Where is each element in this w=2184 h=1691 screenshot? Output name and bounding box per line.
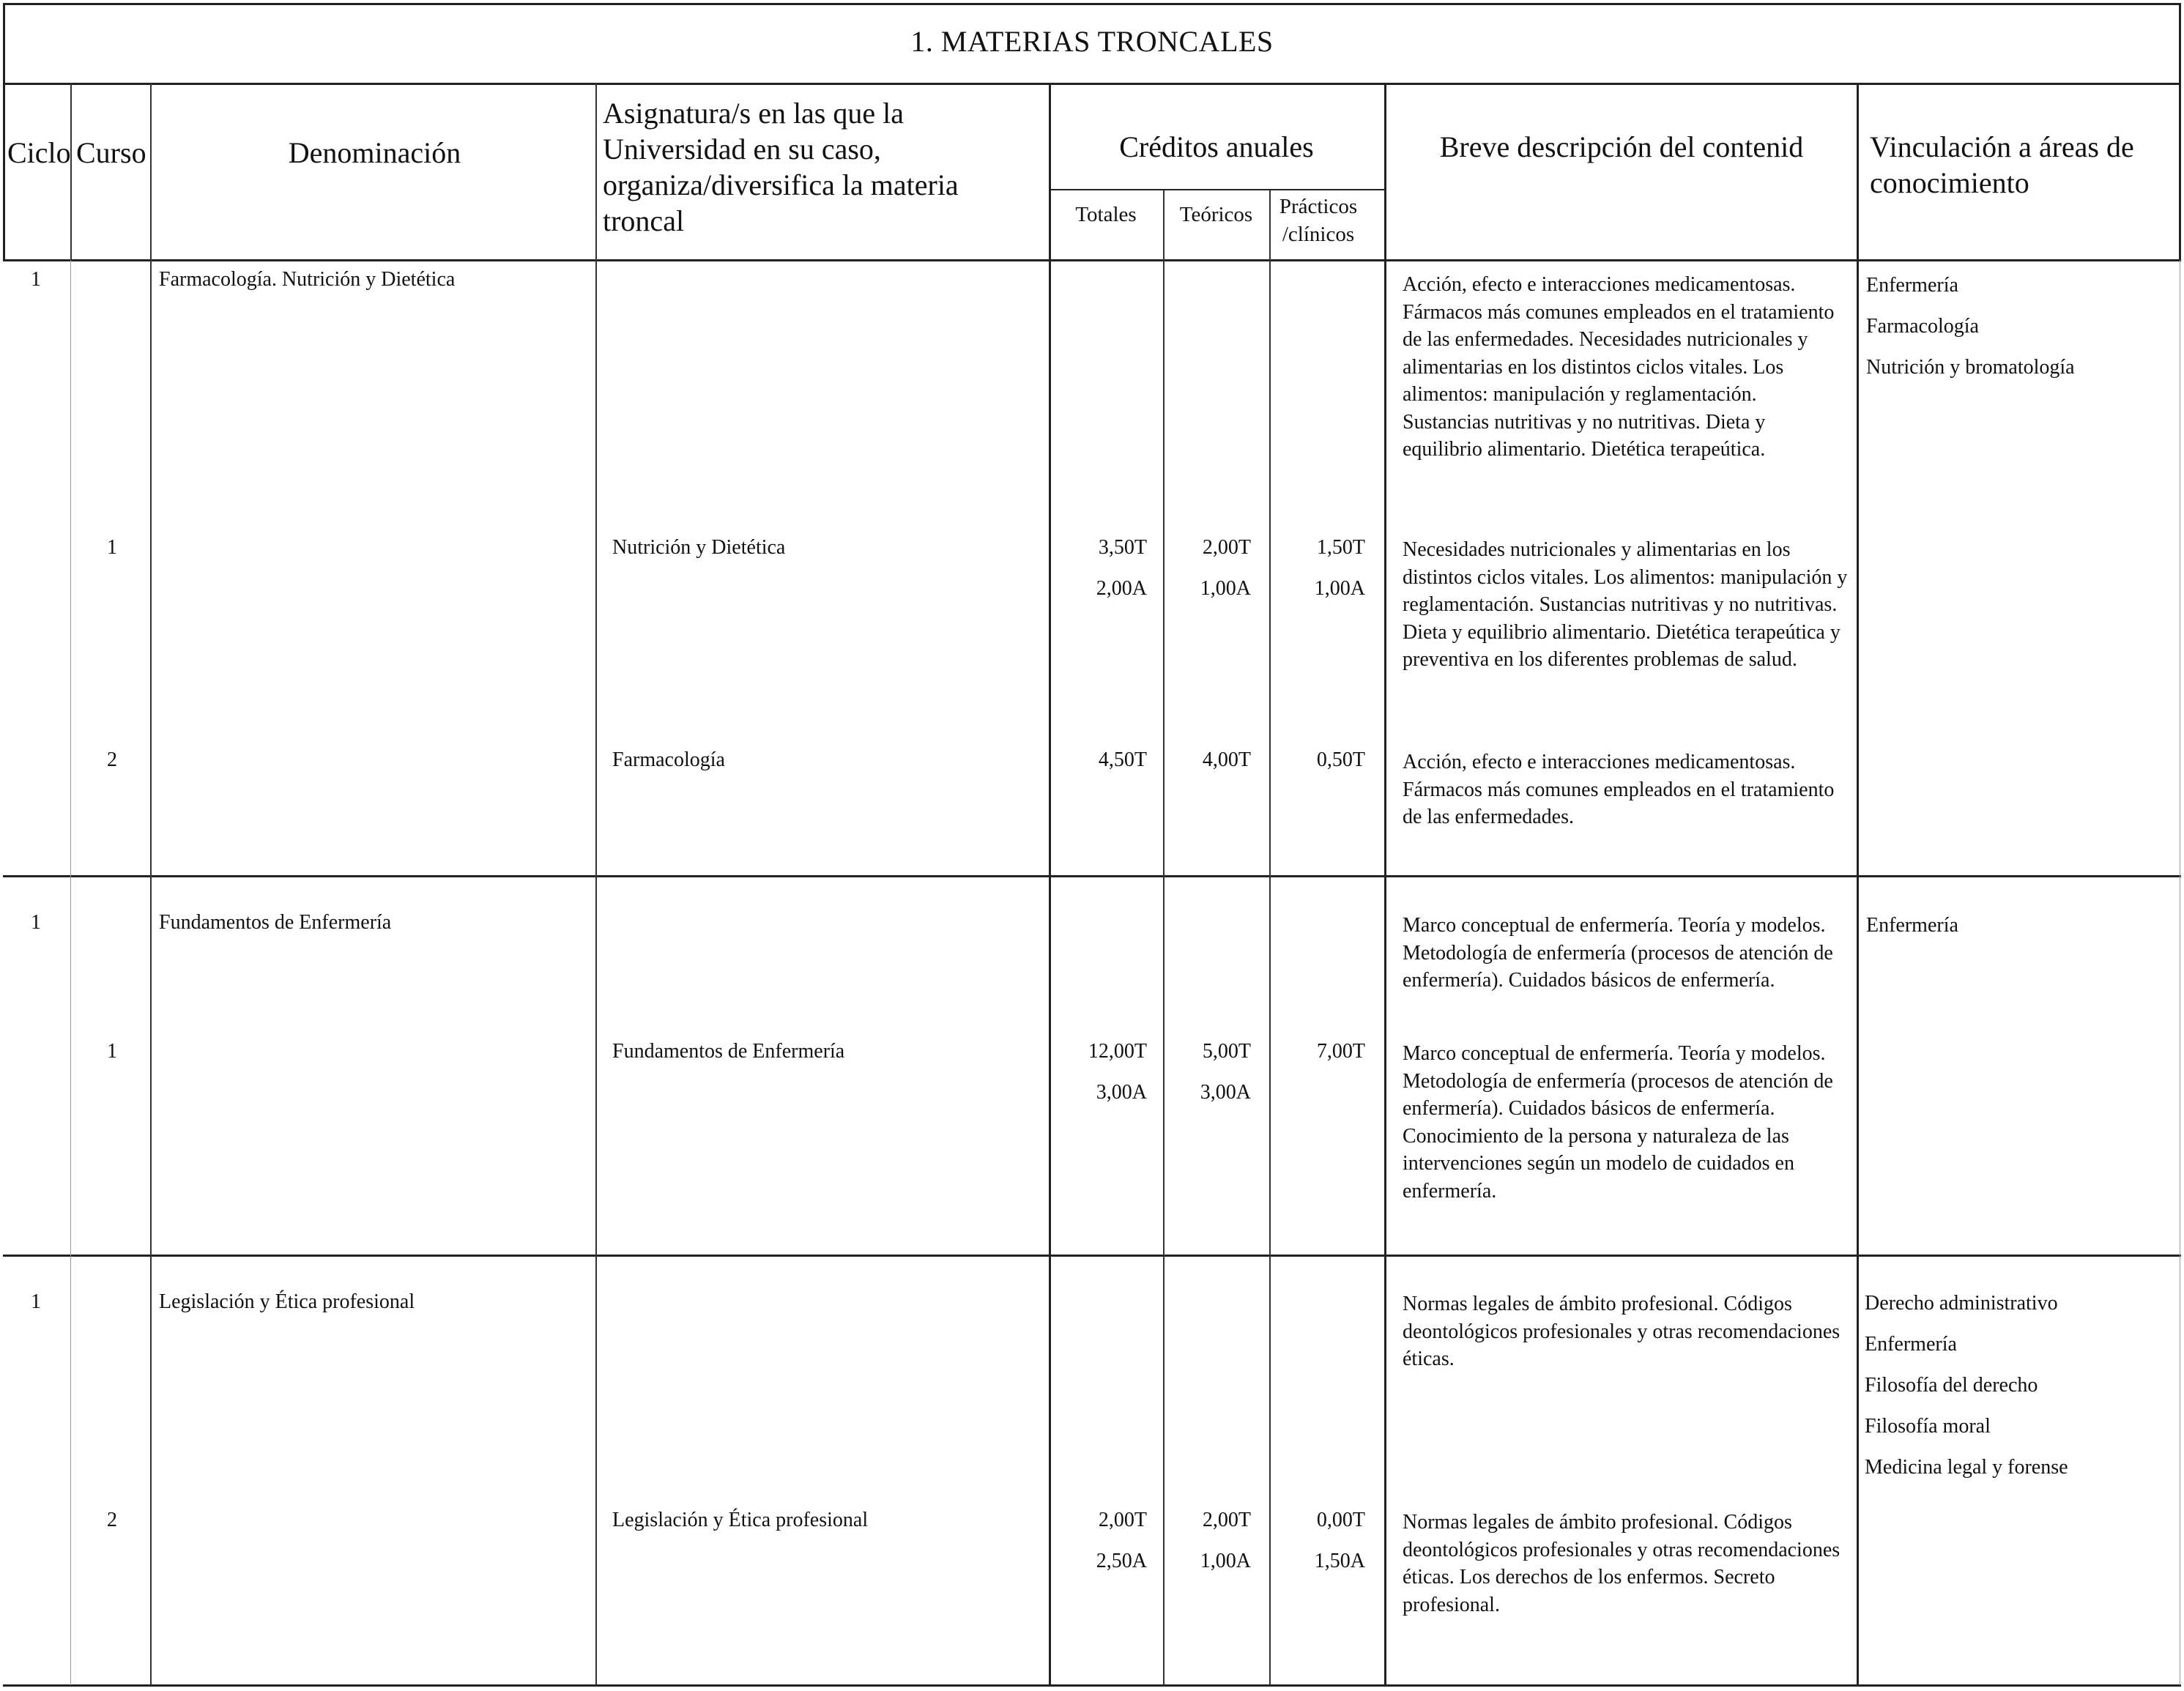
subject-teoricos: 1,00A (1200, 577, 1251, 600)
subject-asignatura: Fundamentos de Enfermería (612, 1040, 845, 1063)
col-sep-denominacion (595, 83, 597, 1685)
header-teoricos: Teóricos (1179, 203, 1253, 226)
area-item: Enfermería (1865, 1333, 1957, 1356)
subject-teoricos: 4,00T (1202, 748, 1251, 771)
header-ciclo: Ciclo (7, 136, 71, 169)
section-descripcion: Normas legales de ámbito profesional. Códigos deontológicos profesionales y otras recomendaciones éticas. (1403, 1293, 1841, 1370)
subject-descripcion: Normas legales de ámbito profesional. Códigos deontológicos profesionales y otras recomendaciones éticas. Los derechos de los enfermos. Secreto profesional. (1403, 1511, 1841, 1616)
header-asignaturas: Asignatura/s en las que la Universidad en su caso, organiza/diversifica la materia troncal (603, 97, 959, 237)
subject-teoricos: 2,00T (1202, 536, 1251, 559)
subject-totales: 12,00T (1088, 1040, 1147, 1063)
area-item: Derecho administrativo (1865, 1292, 2058, 1315)
subject-curso: 2 (107, 748, 117, 771)
section-denominacion: Fundamentos de Enfermería (159, 911, 392, 934)
subject-curso: 1 (107, 1040, 117, 1063)
header-vinculacion: Vinculación a áreas de conocimiento (1870, 130, 2134, 199)
header-totales: Totales (1075, 203, 1137, 226)
subject-asignatura: Legislación y Ética profesional (612, 1509, 869, 1531)
section-divider (3, 875, 2181, 877)
subject-totales: 2,50A (1096, 1550, 1147, 1572)
subject-teoricos: 1,00A (1200, 1550, 1251, 1572)
subject-descripcion: Marco conceptual de enfermería. Teoría y modelos. Metodología de enfermería (procesos de atención de enfermería). Cuidados básicos de enfermería. Conocimiento de la persona y naturaleza de las intervenciones según un modelo de cuidados en enfermería. (1403, 1042, 1833, 1203)
col-sep-totales (1163, 189, 1165, 1685)
header-practicos: Prácticos /clínicos (1279, 195, 1358, 246)
section-ciclo: 1 (31, 911, 41, 934)
col-sep-asignaturas (1049, 83, 1051, 1685)
header-denominacion: Denominación (288, 136, 461, 169)
subject-teoricos: 3,00A (1200, 1081, 1251, 1104)
section-descripcion: Marco conceptual de enfermería. Teoría y modelos. Metodología de enfermería (procesos de atención de enfermería). Cuidados básicos de enfermería. (1403, 914, 1833, 992)
col-sep-curso (150, 83, 152, 1685)
subject-teoricos: 5,00T (1202, 1040, 1251, 1063)
subject-descripcion: Necesidades nutricionales y alimentarias en los distintos ciclos vitales. Los alimentos: manipulación y reglamentación. Sustancias nutritivas y no nutritivas. Dieta y equilibrio alimentario. Dietética terapeútica y preventiva en los diferentes problemas de salud. (1403, 538, 1848, 671)
subject-practicos: 1,50T (1316, 536, 1365, 559)
title-bottom-border (3, 83, 2181, 85)
page-title: 1. MATERIAS TRONCALES (910, 24, 1274, 58)
header-creditos: Créditos anuales (1119, 130, 1314, 163)
col-sep-practicos (1384, 83, 1386, 1685)
area-item: Enfermería (1866, 274, 1958, 297)
header-curso: Curso (76, 136, 146, 169)
subject-practicos: 7,00T (1316, 1040, 1365, 1063)
header-descripcion: Breve descripción del contenid (1439, 130, 1804, 163)
subject-totales: 3,00A (1096, 1081, 1147, 1104)
subject-asignatura: Farmacología (612, 748, 725, 771)
subject-totales: 3,50T (1098, 536, 1147, 559)
subject-totales: 2,00A (1096, 577, 1147, 600)
section-areas (1866, 905, 1958, 946)
subject-descripcion: Acción, efecto e interacciones medicamentosas. Fármacos más comunes empleados en el tratamiento de las enfermedades. (1403, 751, 1835, 828)
area-item: Filosofía moral (1865, 1415, 1991, 1438)
subject-practicos: 0,50T (1316, 748, 1365, 771)
section-denominacion: Farmacología. Nutrición y Dietética (159, 268, 456, 291)
section-areas (1866, 265, 2075, 388)
subject-curso: 2 (107, 1509, 117, 1531)
section-divider (3, 1255, 2181, 1257)
section-descripcion: Acción, efecto e interacciones medicamentosas. Fármacos más comunes empleados en el tratamiento de las enfermedades. Necesidades nutricionales y alimentarias en los distintos ciclos vitales. Los alimentos: manipulación y reglamentación. Sustancias nutritivas y no nutritivas. Dieta y equilibrio alimentario. Dietética terapeútica. (1403, 273, 1835, 461)
subject-practicos: 1,00A (1314, 577, 1365, 600)
subject-practicos: 1,50A (1314, 1550, 1365, 1572)
col-sep-teoricos (1269, 189, 1271, 1685)
creditos-subheader-line (1049, 189, 1384, 190)
area-item: Enfermería (1866, 914, 1958, 937)
table-bottom-border (3, 1684, 2181, 1687)
subject-practicos: 0,00T (1316, 1509, 1365, 1531)
subject-totales: 2,00T (1098, 1509, 1147, 1531)
subject-totales: 4,50T (1098, 748, 1147, 771)
section-ciclo: 1 (31, 1290, 41, 1313)
col-sep-ciclo (70, 83, 72, 260)
area-item: Filosofía del derecho (1865, 1374, 2038, 1397)
subject-asignatura: Nutrición y Dietética (612, 536, 786, 559)
section-ciclo: 1 (31, 268, 41, 291)
section-denominacion: Legislación y Ética profesional (159, 1290, 415, 1313)
header-bottom-border (3, 259, 2181, 261)
section-areas (1865, 1283, 2068, 1488)
subject-curso: 1 (107, 536, 117, 559)
col-sep-ciclo-body (70, 260, 71, 1685)
area-item: Medicina legal y forense (1865, 1456, 2068, 1479)
subject-teoricos: 2,00T (1202, 1509, 1251, 1531)
area-item: Nutrición y bromatología (1866, 356, 2075, 379)
col-sep-descripcion (1857, 83, 1859, 1685)
area-item: Farmacología (1866, 315, 1979, 338)
